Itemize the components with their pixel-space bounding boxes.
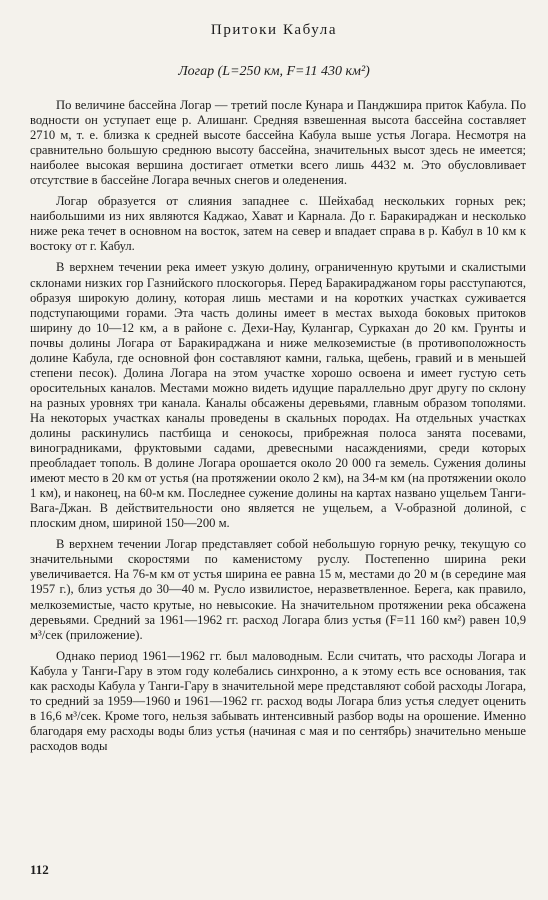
paragraph: По величине бассейна Логар — третий после Кунара и Панджшира приток Кабула. По водности он уступает еще р. Алишанг. Средняя взвешенная высота бассейна составляет 2710 м, т. е. близка к средней высоте бассейна Кабула выше устья Логара. Несмотря на сравнительно большую среднюю высоту бассейна, значительных высот здесь не имеется; наиболее высокая вершина достигает отметки всего лишь 4432 м. Это обусловливает отсутствие в бассейне Логара вечных снегов и оледенения. [30,98,526,188]
paragraph: Логар образуется от слияния западнее с. Шейхабад нескольких горных рек; наибольшими из них являются Каджао, Хават и Карнала. До г. Баракираджан и несколько ниже река течет в основном на восток, затем на север и впадает справа в р. Кабул в 10 км к востоку от г. Кабул. [30,194,526,254]
page-number: 112 [30,862,49,877]
body-text [30,98,526,760]
paragraph: В верхнем течении река имеет узкую долину, ограниченную крутыми и скалистыми склонами низких гор Газнийского плоскогорья. Перед Баракираджаном горы расступаются, образуя широкую долину, которая лишь местами и на коротких участках суживается подступающими горами. Эта часть долины имеет в местах выхода боковых притоков ширину до 10—12 км, а в районе с. Дехи-Нау, Кулангар, Суркахан до 20 км. Грунты и почвы долины Логара от Баракираджана и ниже мелкоземистые (в противоположность долине Кабула, где основной фон составляют камни, галька, щебень, гравий и в меньшей степени песок). Долина Логара на этом участке хорошо освоена и имеет густую сеть оросительных каналов. Местами можно видеть идущие параллельно друг другу по склону на разных уровнях три канала. Каналы обсажены деревьями, главным образом тополями. На некоторых участках каналы проведены в скальных породах. На отдельных участках долины раскинулись пастбища и сенокосы, прибрежная полоса занята посевами, виноградниками, фруктовыми садами, древесными насаждениями, среди которых преобладает тополь. В долине Логара орошается около 20 000 га земель. Сужения долины имеют место в 20 км от устья (на протяжении около 2 км), на 34-м км (на протяжении около 1 км), и наконец, на 60-м км. Последнее сужение долины на картах названо ущельем Танги-Вага-Джан. В действительности оно является не ущельем, а V-образной долиной, с плоским дном, шириной 150—200 м. [30,260,526,531]
running-header: Притоки Кабула [210,22,338,38]
paragraph: Однако период 1961—1962 гг. был маловодным. Если считать, что расходы Логара и Кабула у Танги-Гару в этом году колебались синхронно, а к этому есть все основания, так как расходы Кабула у Танги-Гару в значительной мере представляют собой расходы Логара, то средний за 1959—1960 и 1961—1962 гг. расход воды Логара близ устья следует оценить в 16,6 м³/сек. Кроме того, нельзя забывать интенсивный разбор воды на орошение. Именно благодаря ему расходы воды близ устья (начиная с мая и по сентябрь) значительно меньше расходов воды [30,648,526,753]
section-title: Логар (L=250 км, F=11 430 км²) [178,64,370,79]
paragraph: В верхнем течении Логар представляет собой небольшую горную речку, текущую со значительными скоростями по каменистому руслу. Постепенно ширина реки увеличивается. На 76-м км от устья ширина ее равна 15 м, местами до 20 м (в середине мая 1957 г.), близ устья до 30—40 м. Русло извилистое, неразветвленное. Берега, как правило, мелкоземистые, часто крутые, но невысокие. На значительном протяжении река обсажена деревьями. Средний за 1961—1962 гг. расход Логара близ устья (F=11 160 км²) равен 10,9 м³/сек (приложение). [30,537,526,642]
